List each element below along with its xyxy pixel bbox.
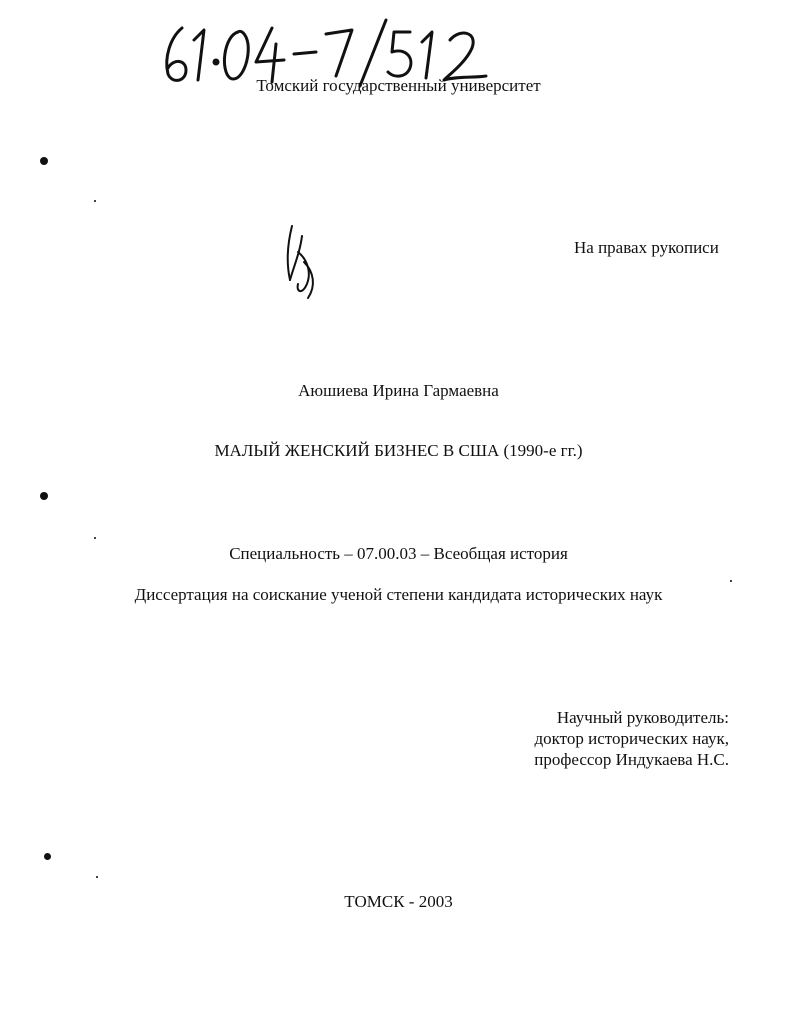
rights-note: На правах рукописи xyxy=(574,238,719,257)
signature-mark xyxy=(278,222,326,300)
supervisor-degree: доктор исторических наук, xyxy=(534,729,729,748)
scan-speck xyxy=(94,537,96,539)
supervisor-name: профессор Индукаева Н.С. xyxy=(534,750,729,769)
city-year: ТОМСК - 2003 xyxy=(344,892,453,911)
university-name: Томский государственный университет xyxy=(256,76,541,95)
scan-speck xyxy=(730,580,732,582)
dissertation-title: МАЛЫЙ ЖЕНСКИЙ БИЗНЕС В США (1990-е гг.) xyxy=(214,441,583,460)
binding-hole-middle xyxy=(40,492,48,500)
scan-speck xyxy=(96,876,98,878)
scan-speck xyxy=(94,200,96,202)
dissertation-type: Диссертация на соискание ученой степени кандидата исторических наук xyxy=(134,585,663,604)
specialty: Специальность – 07.00.03 – Всеобщая история xyxy=(229,544,568,563)
binding-hole-bottom xyxy=(44,853,51,860)
supervisor-label: Научный руководитель: xyxy=(556,708,729,727)
author-name: Аюшиева Ирина Гармаевна xyxy=(298,381,499,400)
binding-hole-top xyxy=(40,157,48,165)
